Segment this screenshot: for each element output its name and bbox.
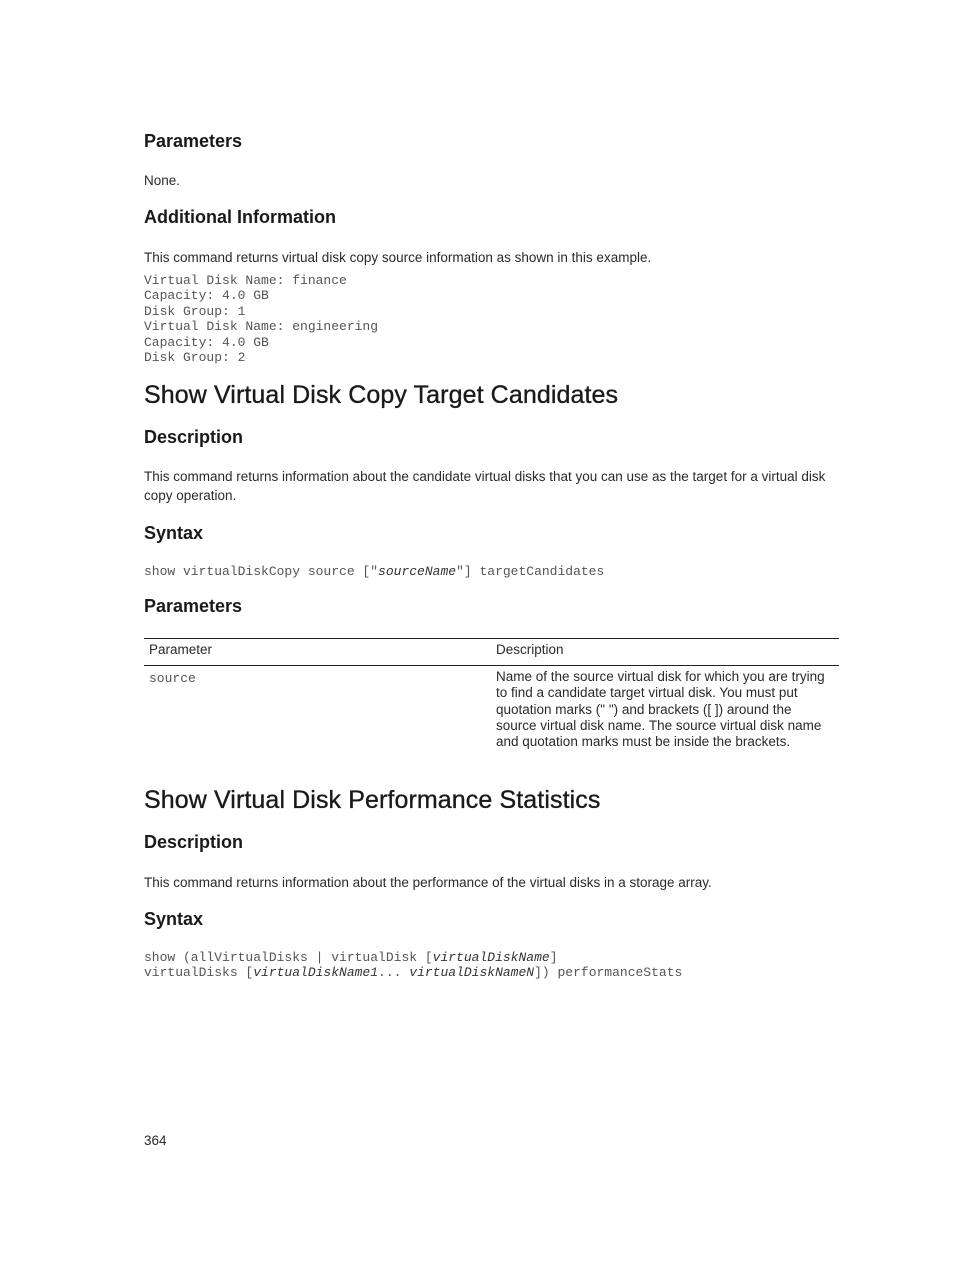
syntax-line [144, 950, 682, 965]
table-header-rule [144, 665, 839, 666]
parameters-text: None. [144, 173, 181, 188]
syntax-placeholder: virtualDiskNameN [409, 965, 535, 981]
syntax-heading: Syntax [144, 523, 204, 543]
syntax-code [144, 950, 682, 981]
syntax-placeholder: virtualDiskName1 [253, 965, 379, 981]
syntax-text: ... [378, 965, 410, 981]
parameters-heading: Parameters [144, 596, 243, 616]
parameters-heading: Parameters [144, 131, 243, 151]
description-heading: Description [144, 832, 244, 852]
description-text: This command returns information about the candidate virtual disks that you can use as the target for a virtual disk copy operation. [144, 469, 826, 503]
section-title-copy-target: Show Virtual Disk Copy Target Candidates [144, 381, 619, 409]
page-number: 364 [144, 1133, 167, 1148]
additional-information-heading: Additional Information [144, 207, 336, 227]
table-cell-description: Name of the source virtual disk for which you are trying to find a candidate target virtual disk. You must put quotation marks (" ") and brackets ([ ]) around the source virtual disk name. The source virtual disk name and quotation marks must be inside the brackets. [496, 669, 825, 750]
example-line: Capacity: 4.0 GB [144, 288, 269, 304]
example-line: Disk Group: 1 [144, 303, 246, 319]
syntax-text: "] targetCandidates [456, 564, 605, 579]
syntax-text: virtualDisks [ [144, 965, 254, 981]
syntax-text: ] [549, 950, 558, 965]
syntax-text: show (allVirtualDisks | virtualDisk [ [144, 950, 433, 965]
syntax-line [144, 965, 682, 980]
syntax-text: ]) performanceStats [534, 965, 683, 981]
table-top-rule [144, 638, 839, 639]
example-output [144, 273, 378, 365]
description-text: This command returns information about the performance of the virtual disks in a storage array. [144, 875, 712, 890]
example-line: Capacity: 4.0 GB [144, 334, 269, 350]
table-cell-parameter: source [149, 671, 196, 686]
description-heading: Description [144, 427, 244, 447]
syntax-text: show virtualDiskCopy source [" [144, 564, 379, 579]
example-line: Virtual Disk Name: engineering [144, 319, 379, 335]
syntax-code [144, 564, 604, 579]
section-title-performance-statistics: Show Virtual Disk Performance Statistics [144, 786, 601, 814]
example-line: Virtual Disk Name: finance [144, 273, 347, 288]
syntax-placeholder: virtualDiskName [432, 950, 550, 965]
syntax-heading: Syntax [144, 909, 204, 929]
example-line: Disk Group: 2 [144, 350, 246, 366]
table-header-parameter: Parameter [149, 642, 213, 657]
syntax-placeholder: sourceName [378, 564, 457, 579]
table-header-description: Description [496, 642, 564, 657]
additional-information-text: This command returns virtual disk copy source information as shown in this example. [144, 250, 652, 265]
